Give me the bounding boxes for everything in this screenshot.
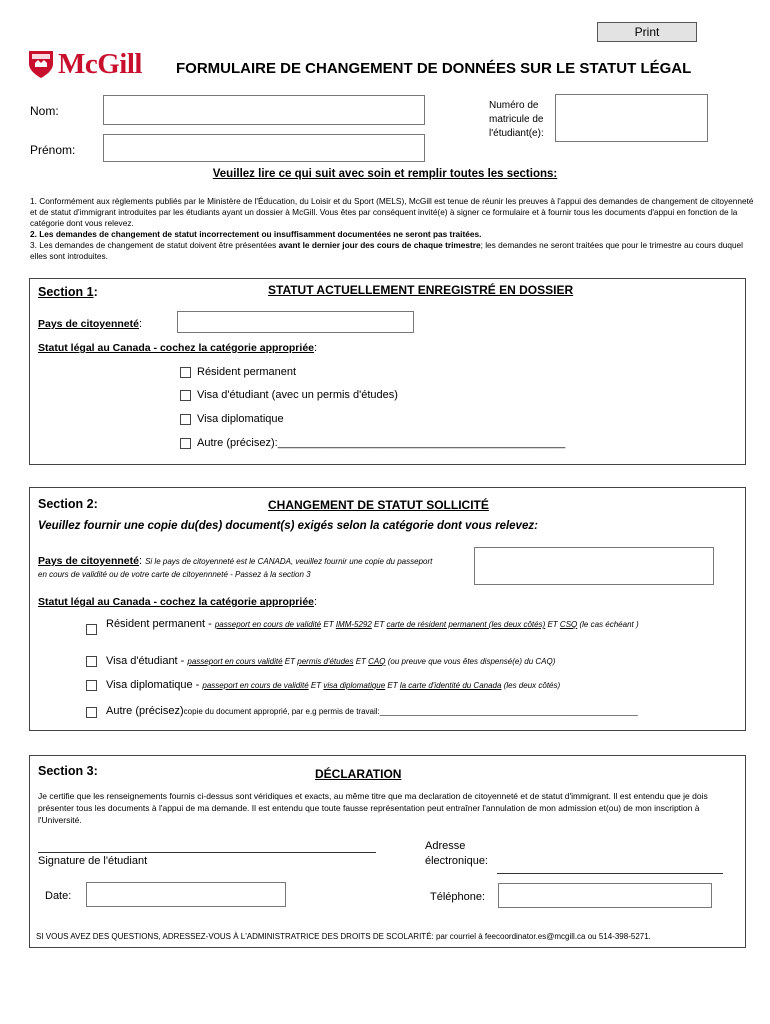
s1-option-label: Visa d'étudiant (avec un permis d'études) xyxy=(197,389,398,401)
s1-option-label: Autre (précisez):_______________________________________________ xyxy=(197,437,566,449)
section-1-colon: : xyxy=(93,285,98,299)
s2-option-visa-etudiant xyxy=(106,655,555,667)
s2-opt1-and-2: ET xyxy=(371,620,387,629)
prenom-input[interactable] xyxy=(103,134,425,162)
form-title: FORMULAIRE DE CHANGEMENT DE DONNÉES SUR LE STATUT LÉGAL xyxy=(176,60,692,77)
s2-visa-etudiant-checkbox[interactable] xyxy=(86,656,97,667)
phone-label: Téléphone: xyxy=(430,891,486,903)
s2-opt1-label: Résident permanent - xyxy=(106,618,215,630)
mcgill-logo xyxy=(28,47,142,81)
s2-opt2-doc-3: CAQ xyxy=(368,657,386,666)
instruction-3-start: 3. Les demandes de changement de statut doivent être présentées xyxy=(30,240,279,250)
contact-footer: SI VOUS AVEZ DES QUESTIONS, ADRESSEZ-VOUS À L'ADMINISTRATRICE DES DROITS DE SCOLARITÉ: par courriel à feecoordinator.es@mcgill.ca ou 514-398-5271. xyxy=(36,932,651,941)
s2-pays-colon: : xyxy=(138,555,143,567)
s2-opt1-doc-2: IMM-5292 xyxy=(335,620,372,629)
s1-statut-label xyxy=(38,342,317,354)
s1-option-autre[interactable] xyxy=(180,437,565,449)
s2-opt1-tail: (le cas échéant ) xyxy=(577,620,639,629)
print-button[interactable]: Print xyxy=(597,22,697,42)
s2-opt1-and-1: ET xyxy=(321,620,336,629)
s2-opt3-tail: (les deux côtés) xyxy=(501,681,561,690)
logo-wordmark: McGill xyxy=(58,47,142,80)
instruction-item-3 xyxy=(30,240,755,262)
date-label: Date: xyxy=(45,890,72,902)
matricule-label-line-3: l'étudiant(e): xyxy=(489,128,544,139)
s2-opt1-doc-1: passeport en cours de validité xyxy=(214,620,322,629)
checkbox[interactable] xyxy=(180,390,191,401)
section-1-title: STATUT ACTUELLEMENT ENREGISTRÉ EN DOSSIER xyxy=(268,283,574,297)
s2-option-resident xyxy=(106,617,706,632)
email-label-line-1: Adresse xyxy=(425,840,466,852)
email-label xyxy=(425,839,488,869)
nom-label: Nom: xyxy=(30,104,59,118)
s2-opt2-tail: (ou preuve que vous êtes dispensé(e) du CAQ) xyxy=(385,657,556,666)
s1-pays-label xyxy=(38,318,142,330)
signature-line[interactable] xyxy=(38,852,376,853)
instructions-text xyxy=(30,196,755,262)
section-1-label-text: Section 1 xyxy=(38,285,94,299)
s2-pays-note-2: en cours de validité ou de votre carte de citoyennneté - Passez à la section 3 xyxy=(38,570,311,579)
s2-statut-colon: : xyxy=(314,596,318,608)
s2-opt3-doc-2: visa diplomatique xyxy=(323,681,386,690)
matricule-label xyxy=(489,99,544,141)
s2-pays-label xyxy=(38,555,432,567)
s2-pays-input[interactable] xyxy=(474,547,714,585)
phone-input[interactable] xyxy=(498,883,712,908)
prenom-label: Prénom: xyxy=(30,143,76,157)
s2-opt1-doc-4: CSQ xyxy=(559,620,578,629)
instruction-item-1: 1. Conformément aux règlements publiés par le Ministère de l'Éducation, du Loisir et du Sport (MELS), McGill est tenue de réunir les preuves à l'appui des demandes de changement de citoyenneté et de statut d'immigrant introduites par les étudiants ayant un dossier à McGill. Vous êtes par conséquent invité(e) à signer ce formulaire et à fournir tous les documents d'appui en fonction de la catégorie dont vous relevez. xyxy=(30,196,754,228)
s2-pays-note-1: Si le pays de citoyenneté est le CANADA, veuillez fournir une copie du passeport xyxy=(145,557,433,566)
s2-pays-label-text: Pays de citoyenneté xyxy=(38,555,139,567)
checkbox[interactable] xyxy=(180,367,191,378)
s1-option-resident[interactable] xyxy=(180,366,296,378)
instruction-3-end: ; les demandes ne seront traitées que pour le trimestre au cours duquel elles sont introduites. xyxy=(30,240,744,261)
s1-pays-label-text: Pays de citoyenneté xyxy=(38,318,139,330)
s2-opt2-and-2: ET xyxy=(353,657,369,666)
section-2-title: CHANGEMENT DE STATUT SOLLICITÉ xyxy=(268,498,489,512)
email-label-line-2: électronique: xyxy=(425,855,488,867)
mcgill-shield-icon xyxy=(28,49,54,79)
s1-option-visa-etudiant[interactable] xyxy=(180,389,398,401)
s1-statut-label-text: Statut légal au Canada - cochez la catégorie appropriée xyxy=(38,342,314,354)
s2-statut-label xyxy=(38,596,317,608)
s2-opt2-label: Visa d'étudiant - xyxy=(106,655,188,667)
s1-statut-colon: : xyxy=(314,342,318,354)
checkbox[interactable] xyxy=(180,414,191,425)
s2-statut-label-text: Statut légal au Canada - cochez la catégorie appropriée xyxy=(38,596,314,608)
s1-option-label: Résident permanent xyxy=(197,366,297,378)
s2-opt3-doc-3: la carte d'identité du Canada xyxy=(399,681,502,690)
section-3-title: DÉCLARATION xyxy=(315,767,402,781)
declaration-text: Je certifie que les renseignements fournis ci-dessus sont véridiques et exacts, au même titre que ma declaration de citoyenneté et de statut d'immigrant. Il est entendu que je dois présenter tous les documents à l'appui de ma demande. Il est entendu que toute fausse représentation peut entraîner l'annulation de mon admission et(ou) de mon inscription à l'Université. xyxy=(38,791,708,825)
s2-opt2-and-1: ET xyxy=(282,657,298,666)
s1-option-label: Visa diplomatique xyxy=(197,413,284,425)
nom-input[interactable] xyxy=(103,95,425,125)
email-line[interactable] xyxy=(497,873,723,874)
instructions-heading: Veuillez lire ce qui suit avec soin et remplir toutes les sections: xyxy=(212,168,558,180)
s2-opt3-doc-1: passeport en cours de validité xyxy=(202,681,309,690)
matricule-label-line-1: Numéro de xyxy=(489,100,539,111)
s2-autre-checkbox[interactable] xyxy=(86,707,97,718)
s2-resident-checkbox[interactable] xyxy=(86,624,97,635)
s2-opt3-and-1: ET xyxy=(308,681,324,690)
instruction-item-2: 2. Les demandes de changement de statut incorrectement ou insuffisamment documentées ne seront pas traitées. xyxy=(30,229,482,239)
s2-opt3-and-2: ET xyxy=(385,681,400,690)
s2-opt4-tail: copie du document approprié, par e.g permis de travail:__________________________________________________________ xyxy=(183,707,638,716)
section-2-subtitle: Veuillez fournir une copie du(des) document(s) exigés selon la catégorie dont vous relevez: xyxy=(38,520,538,532)
s2-visa-diplomatique-checkbox[interactable] xyxy=(86,680,97,691)
checkbox[interactable] xyxy=(180,438,191,449)
date-input[interactable] xyxy=(86,882,286,907)
s1-pays-colon: : xyxy=(138,318,143,330)
s1-pays-input[interactable] xyxy=(177,311,414,333)
section-1-label xyxy=(38,285,98,299)
s2-option-autre xyxy=(106,705,638,717)
s2-option-visa-diplomatique xyxy=(106,679,560,691)
s2-opt1-doc-3: carte de résident permanent (les deux côtés) xyxy=(386,620,546,629)
signature-label: Signature de l'étudiant xyxy=(38,855,148,867)
matricule-input[interactable] xyxy=(555,94,708,142)
section-3-label: Section 3: xyxy=(38,764,98,778)
matricule-label-line-2: matricule de xyxy=(489,114,544,125)
s2-opt4-label: Autre (précisez) xyxy=(106,705,184,717)
instruction-3-deadline: avant le dernier jour des cours de chaque trimestre xyxy=(278,240,481,250)
section-2-label: Section 2: xyxy=(38,497,98,511)
s2-opt2-doc-1: passeport en cours validité xyxy=(187,657,283,666)
s1-option-visa-diplomatique[interactable] xyxy=(180,413,284,425)
s2-opt1-and-3: ET xyxy=(545,620,560,629)
s2-opt2-doc-2: permis d'études xyxy=(297,657,354,666)
s2-opt3-label: Visa diplomatique - xyxy=(106,679,203,691)
